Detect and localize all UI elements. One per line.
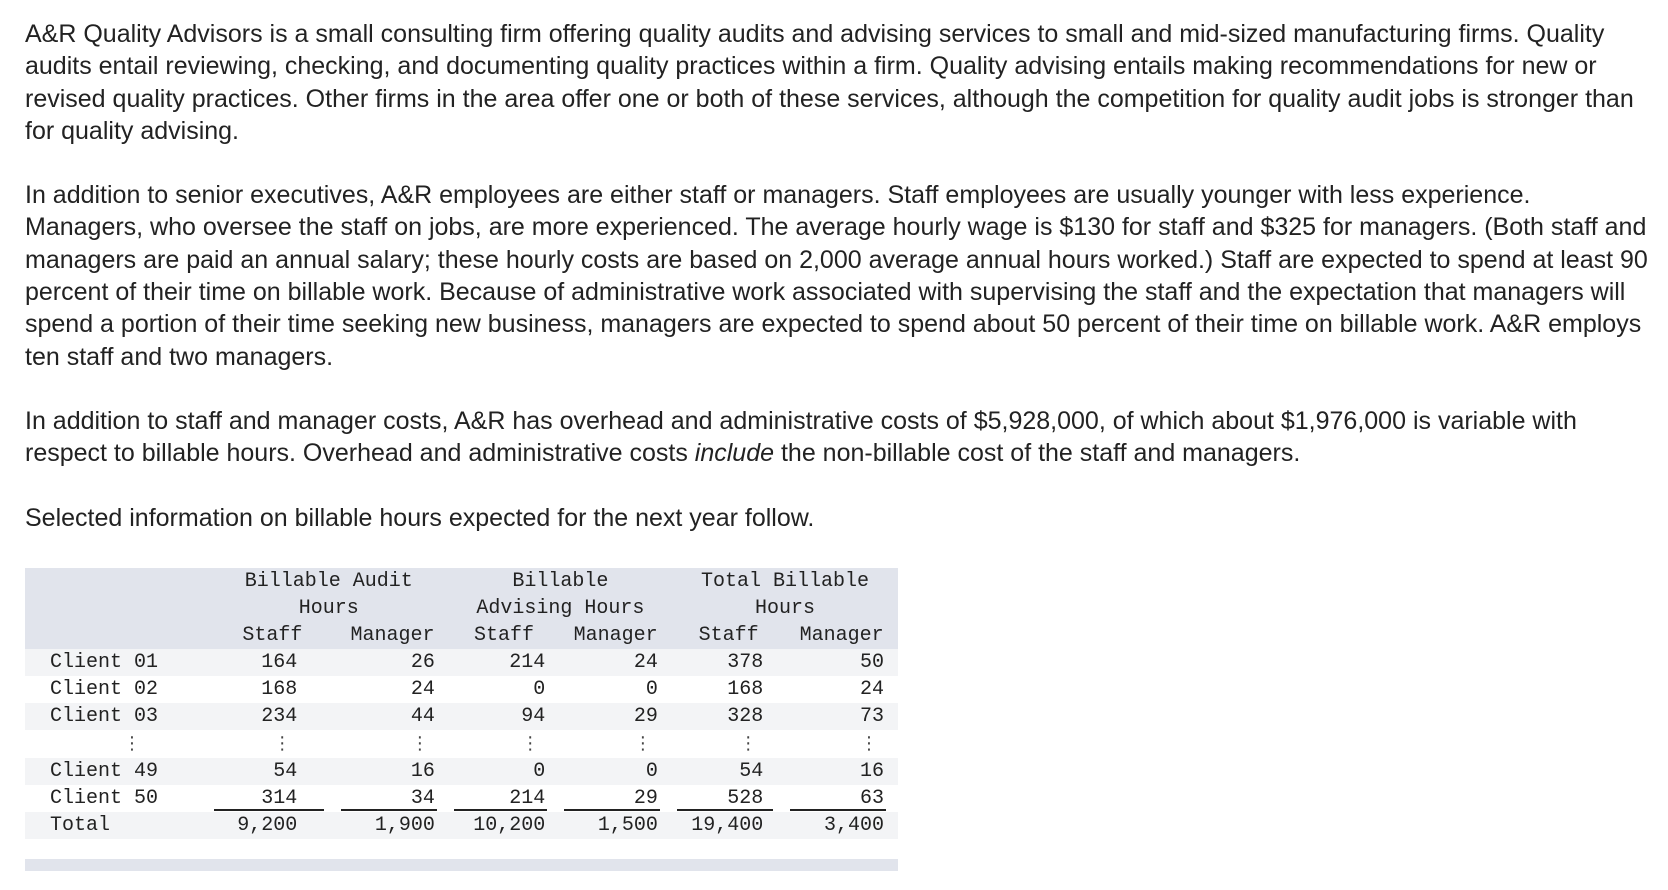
total-audit-manager: 1,900 [374,814,435,837]
total-audit-staff: 9,200 [237,814,298,837]
table-row [25,758,898,785]
table-group-header-row-1 [25,568,898,595]
ellipsis-icon: ⋮ [860,733,878,754]
cell-audit-manager: 24 [410,678,435,701]
cell-audit-manager: 44 [410,705,435,728]
row-label: Client 02 [50,678,159,701]
cell-total-staff: 528 [727,787,764,810]
table-row [25,676,898,703]
cell-total-staff: 378 [727,651,764,674]
cell-advising-manager: 0 [645,760,658,783]
audit-group-header: Billable Audit [209,568,449,595]
paragraph-table-intro: Selected information on billable hours expected for the next year follow. [25,503,815,532]
cell-audit-staff: 164 [261,651,298,674]
cell-advising-manager: 29 [633,705,658,728]
cell-audit-manager: 26 [410,651,435,674]
cell-advising-staff: 0 [533,760,546,783]
cell-audit-staff: 168 [261,678,298,701]
subheader-audit-staff: Staff [209,622,337,649]
cell-total-manager: 16 [859,760,884,783]
paragraph-employees: In addition to senior executives, A&R employees are either staff or managers. Staff employees are usually younger with less experience. Managers, who oversee the staff on jobs, are more experienced. The average hourly wage is $130 for staff and $325 for managers. (Both staff and managers are paid an annual salary; these hourly costs are based on 2,000 average annual hours worked.) Staff are expected to spend at least 90 percent of their time on billable work. Because of administrative work associated with supervising the staff and the expectation that managers will spend a portion of their time seeking new business, managers are expected to spend about 50 percent of their time on billable work. A&R employs ten staff and two managers. [25,181,1648,371]
table-footer-bar [25,859,898,871]
subheader-advising-manager: Manager [559,622,672,649]
cell-advising-staff: 214 [509,651,546,674]
row-label: Client 01 [25,649,209,676]
cell-advising-manager: 29 [633,787,658,810]
table-subheader-row [25,622,898,649]
cell-total-manager: 73 [859,705,884,728]
problem-text [25,18,1650,566]
cell-total-manager: 63 [859,787,884,810]
table-group-header-row-2 [25,595,898,622]
ellipsis-icon: ⋮ [633,733,652,754]
cell-audit-manager: 16 [410,760,435,783]
cell-audit-staff: 314 [261,787,298,810]
paragraph-overhead [25,405,1650,470]
overhead-text-emphasis: include [694,439,775,468]
row-label: Client 50 [50,787,159,810]
cell-advising-staff: 0 [533,678,546,701]
cell-total-staff: 168 [727,678,764,701]
subheader-advising-staff: Staff [449,622,559,649]
ellipsis-icon: ⋮ [273,733,292,754]
total-group-header: Total Billable [672,568,898,595]
total-total-staff: 19,400 [691,814,764,837]
audit-group-header-2: Hours [209,595,449,622]
paragraph-company-description: A&R Quality Advisors is a small consulting firm offering quality audits and advising services to small and mid-sized manufacturing firms. Quality audits entail reviewing, checking, and documenting quality practices within a firm. Quality advising entails making recommendations for new or revised quality practices. Other firms in the area offer one or both of these services, although the competition for quality audit jobs is stronger than for quality advising. [25,20,1634,145]
subheader-total-manager: Manager [785,622,898,649]
subheader-total-staff: Staff [672,622,785,649]
total-group-header-2: Hours [672,595,898,622]
billable-hours-table [25,568,898,839]
cell-audit-manager: 34 [410,787,435,810]
cell-total-staff: 328 [727,705,764,728]
cell-advising-staff: 94 [521,705,546,728]
cell-advising-manager: 0 [645,678,658,701]
overhead-text-end: the non-billable cost of the staff and managers. [774,439,1301,468]
row-label: Client 49 [25,758,209,785]
table-row [25,649,898,676]
cell-audit-staff: 234 [261,705,298,728]
cell-audit-staff: 54 [273,760,298,783]
billable-hours-table-wrapper [25,568,898,871]
cell-advising-staff: 214 [509,787,546,810]
total-advising-manager: 1,500 [597,814,658,837]
ellipsis-icon: ⋮ [410,733,429,754]
advising-group-header: Billable [449,568,672,595]
cell-total-staff: 54 [739,760,764,783]
total-label: Total [25,812,209,839]
overhead-text-start: In addition to staff and manager costs, A&R has overhead and administrative costs of $5,928,000, of which about $1,976,000 is variable with respect to billable hours. Overhead and administrative costs [25,406,1577,468]
total-total-manager: 3,400 [823,814,884,837]
cell-advising-manager: 24 [633,651,658,674]
cell-total-manager: 24 [859,678,884,701]
cell-total-manager: 50 [859,651,884,674]
table-total-row [25,812,898,839]
ellipsis-icon: ⋮ [739,733,758,754]
subheader-audit-manager: Manager [336,622,449,649]
table-row [25,703,898,730]
table-row-ellipsis [25,730,898,758]
row-label: Client 03 [25,703,209,730]
table-row [25,785,898,812]
ellipsis-icon: ⋮ [521,733,540,754]
advising-group-header-2: Advising Hours [449,595,672,622]
total-advising-staff: 10,200 [473,814,546,837]
ellipsis-icon: ⋮ [123,733,141,754]
